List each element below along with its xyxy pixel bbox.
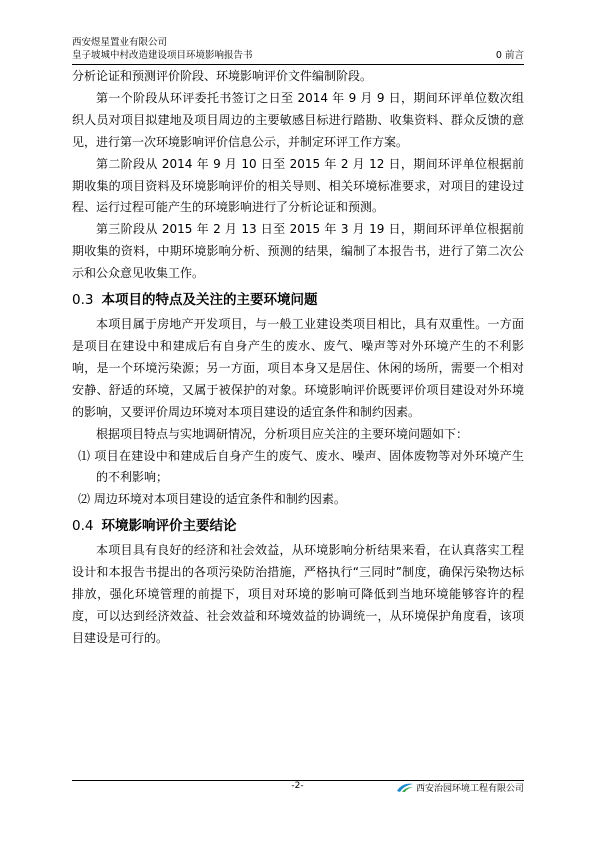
section-heading-0-4	[72, 514, 524, 538]
page-number: -2-	[291, 781, 304, 791]
paragraph: 第三阶段从 2015 年 2 月 13 日至 2015 年 3 月 19 日，期间环评单位根据前期收集的资料，中期环境影响分析、预测的结果，编制了本报告书，进行了第二次公示和公众意见收集工作。	[72, 222, 524, 281]
footer-company	[396, 781, 524, 794]
section-number: 0.3	[72, 292, 94, 309]
list-item: ⑵ 周边环境对本项目建设的适宜条件和制约因素。	[78, 492, 346, 507]
paragraph: 本项目具有良好的经济和社会效益，从环境影响分析结果来看，在认真落实工程设计和本报告书提出的各项污染防治措施，严格执行“三同时”制度，确保污染物达标排放，强化环境管理的前提下，项目对环境的影响可降低到当地环境能够容许的程度，可以达到经济效益、社会效益和环境效益的协调统一，从环境保护角度看，该项目建设是可行的。	[72, 543, 524, 645]
company-logo-icon	[396, 782, 414, 793]
section-title: 本项目的特点及关注的主要环境问题	[101, 292, 318, 309]
page-header	[72, 36, 524, 62]
paragraph: 分析论证和预测评价阶段、环境影响评价文件编制阶段。	[72, 69, 373, 83]
header-section: 0 前言	[495, 50, 524, 61]
paragraph: 本项目属于房地产开发项目，与一般工业建设类项目相比，具有双重性。一方面是项目在建设中和建成后有自身产生的废水、废气、噪声等对外环境产生的不利影响，是一个环境污染源；另一方面，项目本身又是居住、休闲的场所，需要一个相对安静、舒适的环境，又属于被保护的对象。环境影响评价既要评价项目建设对外环境的影响，又要评价周边环境对本项目建设的适宜条件和制约因素。	[72, 317, 524, 419]
header-divider	[72, 64, 524, 65]
document-body	[72, 66, 524, 650]
section-heading-0-3	[72, 288, 524, 312]
paragraph: 第一个阶段从环评委托书签订之日至 2014 年 9 月 9 日，期间环评单位数次组织人员对项目拟建地及项目周边的主要敏感目标进行踏勘、收集资料、群众反馈的意见，进行第一次环境影响评价信息公示，并制定环评工作方案。	[72, 90, 524, 149]
paragraph: 根据项目特点与实地调研情况，分析项目应关注的主要环境问题如下：	[96, 426, 469, 441]
section-title: 环境影响评价主要结论	[101, 518, 237, 535]
footer-company-name: 西安治园环境工程有限公司	[415, 784, 524, 794]
header-company: 西安煜星置业有限公司	[72, 37, 168, 48]
paragraph: 第二阶段从 2014 年 9 月 10 日至 2015 年 2 月 12 日，期间环评单位根据前期收集的项目资料及环境影响评价的相关导则、相关环境标准要求，对项目的建设过程、运行过程可能产生的环境影响进行了分析论证和预测。	[72, 156, 524, 215]
section-number: 0.4	[72, 518, 94, 535]
header-project-title: 皇子坡城中村改造建设项目环境影响报告书	[72, 50, 253, 61]
list-item: ⑴ 项目在建设中和建成后自身产生的废气、废水、噪声、固体废物等对外环境产生的不利影响；	[78, 448, 524, 485]
